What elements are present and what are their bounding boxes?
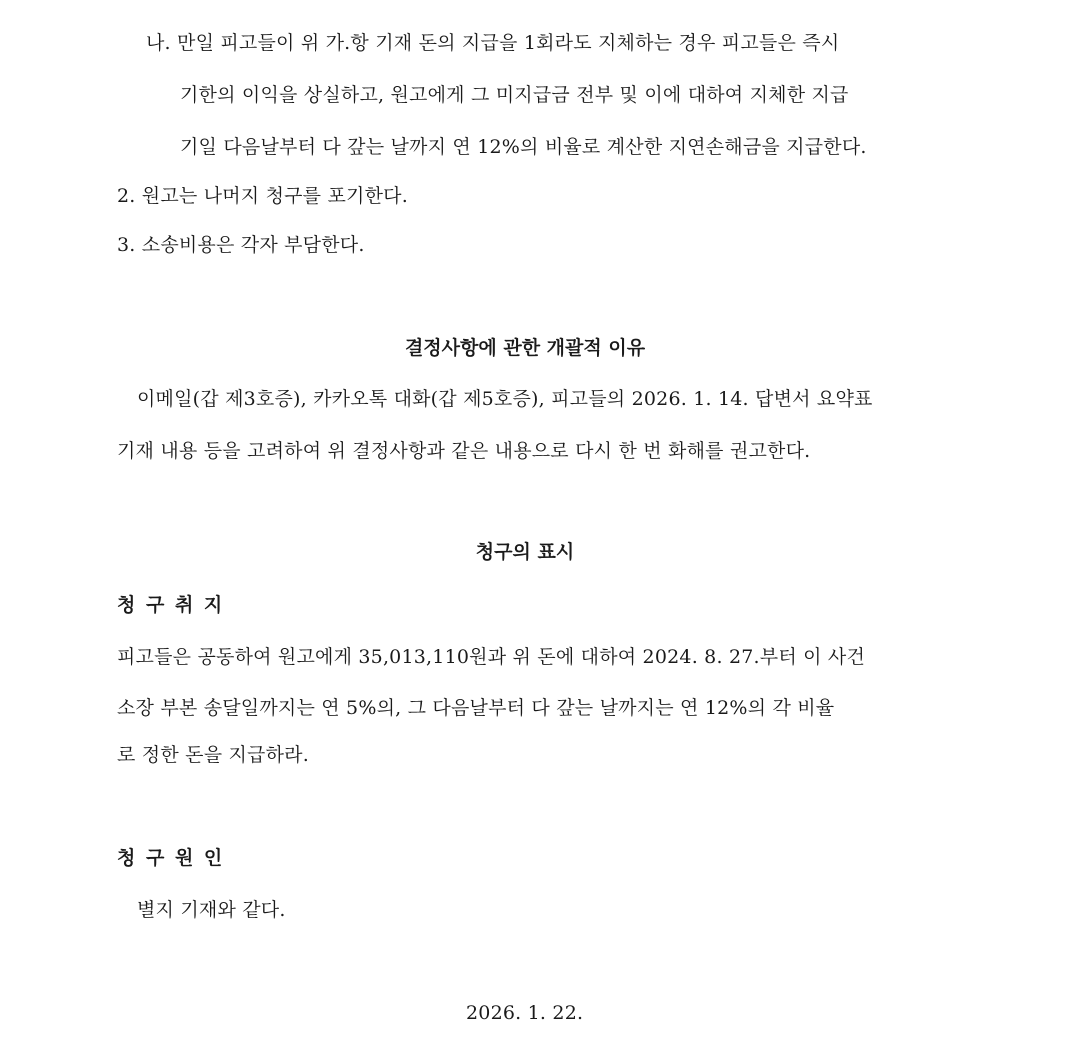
document-date: 2026. 1. 22. [466,1002,584,1024]
reasons-line1: 이메일(갑 제3호증), 카카오톡 대화(갑 제5호증), 피고들의 2026. 1. 14. 답변서 요약표 [137,388,873,410]
claim-cause-text: 별지 기재와 같다. [137,899,286,921]
reasons-line2: 기재 내용 등을 고려하여 위 결정사항과 같은 내용으로 다시 한 번 화해를 권고한다. [117,440,811,462]
claim-purpose-line1: 피고들은 공동하여 원고에게 35,013,110원과 위 돈에 대하여 2024. 8. 27.부터 이 사건 [117,646,866,668]
settlement-item-na-line3: 기일 다음날부터 다 갚는 날까지 연 12%의 비율로 계산한 지연손해금을 지급한다. [180,136,867,158]
claim-purpose-line2: 소장 부본 송달일까지는 연 5%의, 그 다음날부터 다 갚는 날까지는 연 12%의 각 비율 [117,697,835,719]
settlement-item-na-line1: 나. 만일 피고들이 위 가.항 기재 돈의 지급을 1회라도 지체하는 경우 피고들은 즉시 [146,32,840,54]
claim-cause-heading: 청 구 원 인 [117,847,225,869]
settlement-item-2: 2. 원고는 나머지 청구를 포기한다. [117,185,408,207]
reasons-title: 결정사항에 관한 개괄적 이유 [404,337,646,359]
claim-title: 청구의 표시 [475,541,575,563]
settlement-item-na-line2: 기한의 이익을 상실하고, 원고에게 그 미지급금 전부 및 이에 대하여 지체한 지급 [180,84,849,106]
settlement-item-3: 3. 소송비용은 각자 부담한다. [117,234,365,256]
claim-purpose-heading: 청 구 취 지 [117,594,225,616]
claim-purpose-line3: 로 정한 돈을 지급하라. [117,744,309,766]
